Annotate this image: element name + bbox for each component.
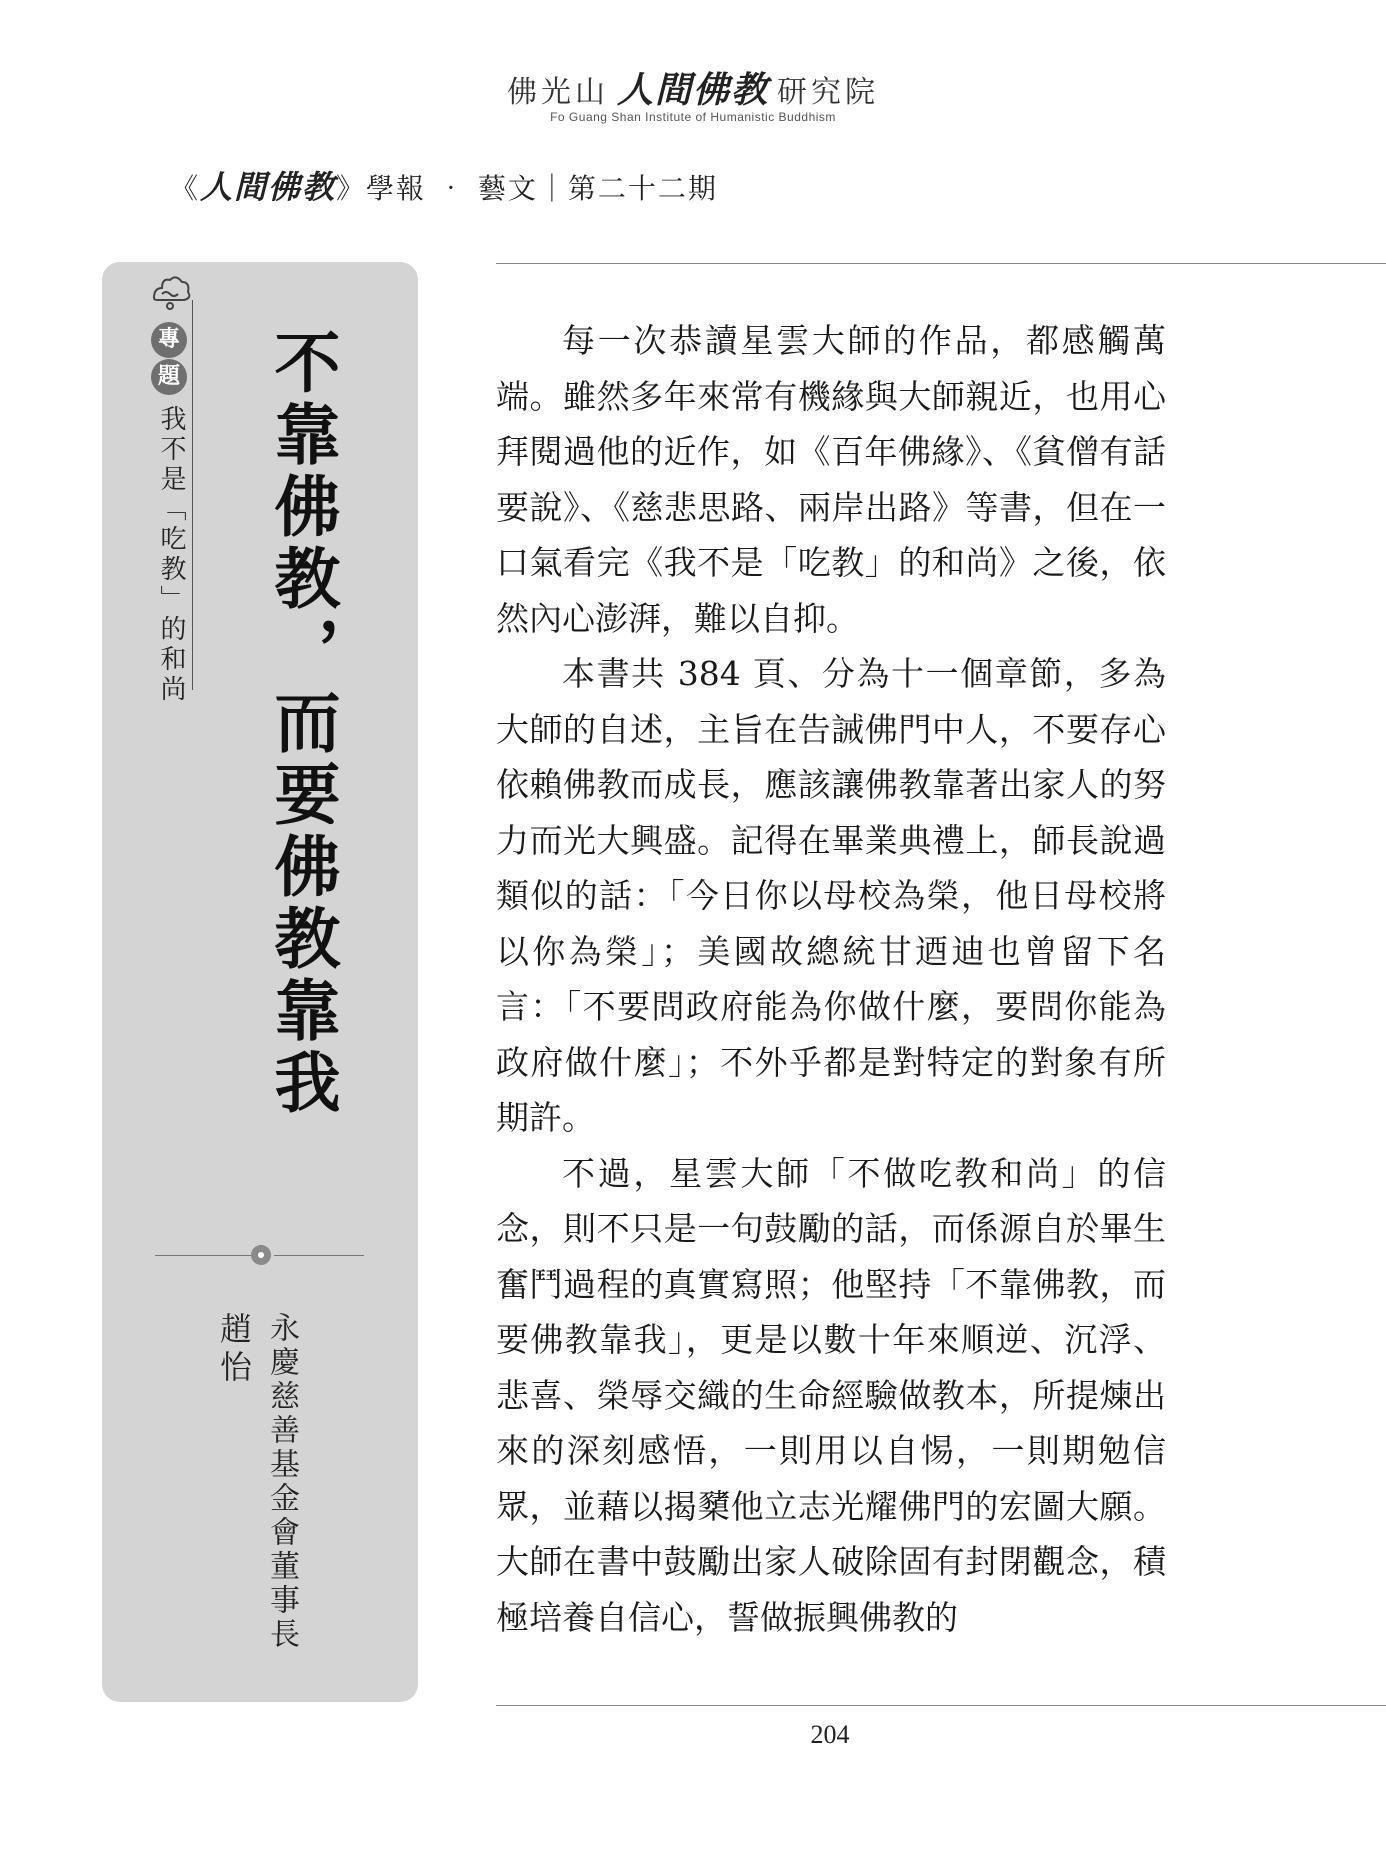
ornament-dot-icon xyxy=(251,1245,271,1265)
top-rule xyxy=(496,263,1386,264)
institute-suffix: 研究院 xyxy=(777,75,879,110)
topic-title: 我不是「吃教」的和尚 xyxy=(156,405,186,705)
topic-badge-1: 專 xyxy=(151,322,187,358)
side-panel xyxy=(102,262,418,1702)
body-paragraph-3: 不過，星雲大師「不做吃教和尚」的信念，則不只是一句鼓勵的話，而係源自於畢生奮鬥過程的真實寫照；他堅持「不靠佛教，而要佛教靠我」，更是以數十年來順逆、沉浮、悲喜、榮辱交織的生命經驗做教本，所提煉出來的深刻感悟，一則用以自惕，一則期勉信眾，並藉以揭櫫他立志光耀佛門的宏圖大願。大師在書中鼓勵出家人破除固有封閉觀念，積極培養自信心，誓做振興佛教的 xyxy=(496,1153,1166,1637)
topic-divider-line xyxy=(192,300,193,690)
body-paragraph-1: 每一次恭讀星雲大師的作品，都感觸萬端。雖然多年來常有機緣與大師親近，也用心拜閱過他的近作，如《百年佛緣》、《貧僧有話要說》、《慈悲思路、兩岸出路》等書，但在一口氣看完《我不是「吃教」的和尚》之後，依然內心澎湃，難以自抑。 xyxy=(496,321,1166,638)
institute-prefix: 佛光山 xyxy=(506,75,609,110)
article-body xyxy=(496,313,1166,1645)
institute-english-name: Fo Guang Shan Institute of Humanistic Buddhism xyxy=(550,110,836,124)
bottom-rule xyxy=(496,1705,1386,1706)
journal-title xyxy=(170,162,718,208)
topic-badge-2: 題 xyxy=(151,359,187,395)
page-number: 204 xyxy=(810,1720,850,1749)
institute-header xyxy=(0,62,1386,113)
body-paragraph-2: 本書共 384 頁、分為十一個章節，多為大師的自述，主旨在告誡佛門中人，不要存心依賴佛教而成長，應該讓佛教靠著出家人的努力而光大興盛。記得在畢業典禮上，師長說過類似的話：「今日你以母校為榮，他日母校將以你為榮」；美國故總統甘迺迪也曾留下名言：「不要問政府能為你做什麼，要問你能為政府做什麼」；不外乎都是對特定的對象有所期許。 xyxy=(496,654,1166,1137)
journal-rest: 》學報 ‧ 藝文｜第二十二期 xyxy=(336,172,718,205)
article-title: 不靠佛教，而要佛教靠我 xyxy=(263,328,341,1120)
journal-open-bracket: 《 xyxy=(170,172,201,205)
journal-brand: 人間佛教 xyxy=(200,168,337,206)
institute-brand: 人間佛教 xyxy=(616,70,769,111)
cloud-ornament-icon xyxy=(148,268,192,312)
ornament-line-right xyxy=(274,1255,364,1256)
ornament-line-left xyxy=(155,1255,251,1256)
author-name: 趙怡 xyxy=(215,1312,253,1388)
author-affiliation: 永慶慈善基金會董事長 xyxy=(264,1312,299,1652)
